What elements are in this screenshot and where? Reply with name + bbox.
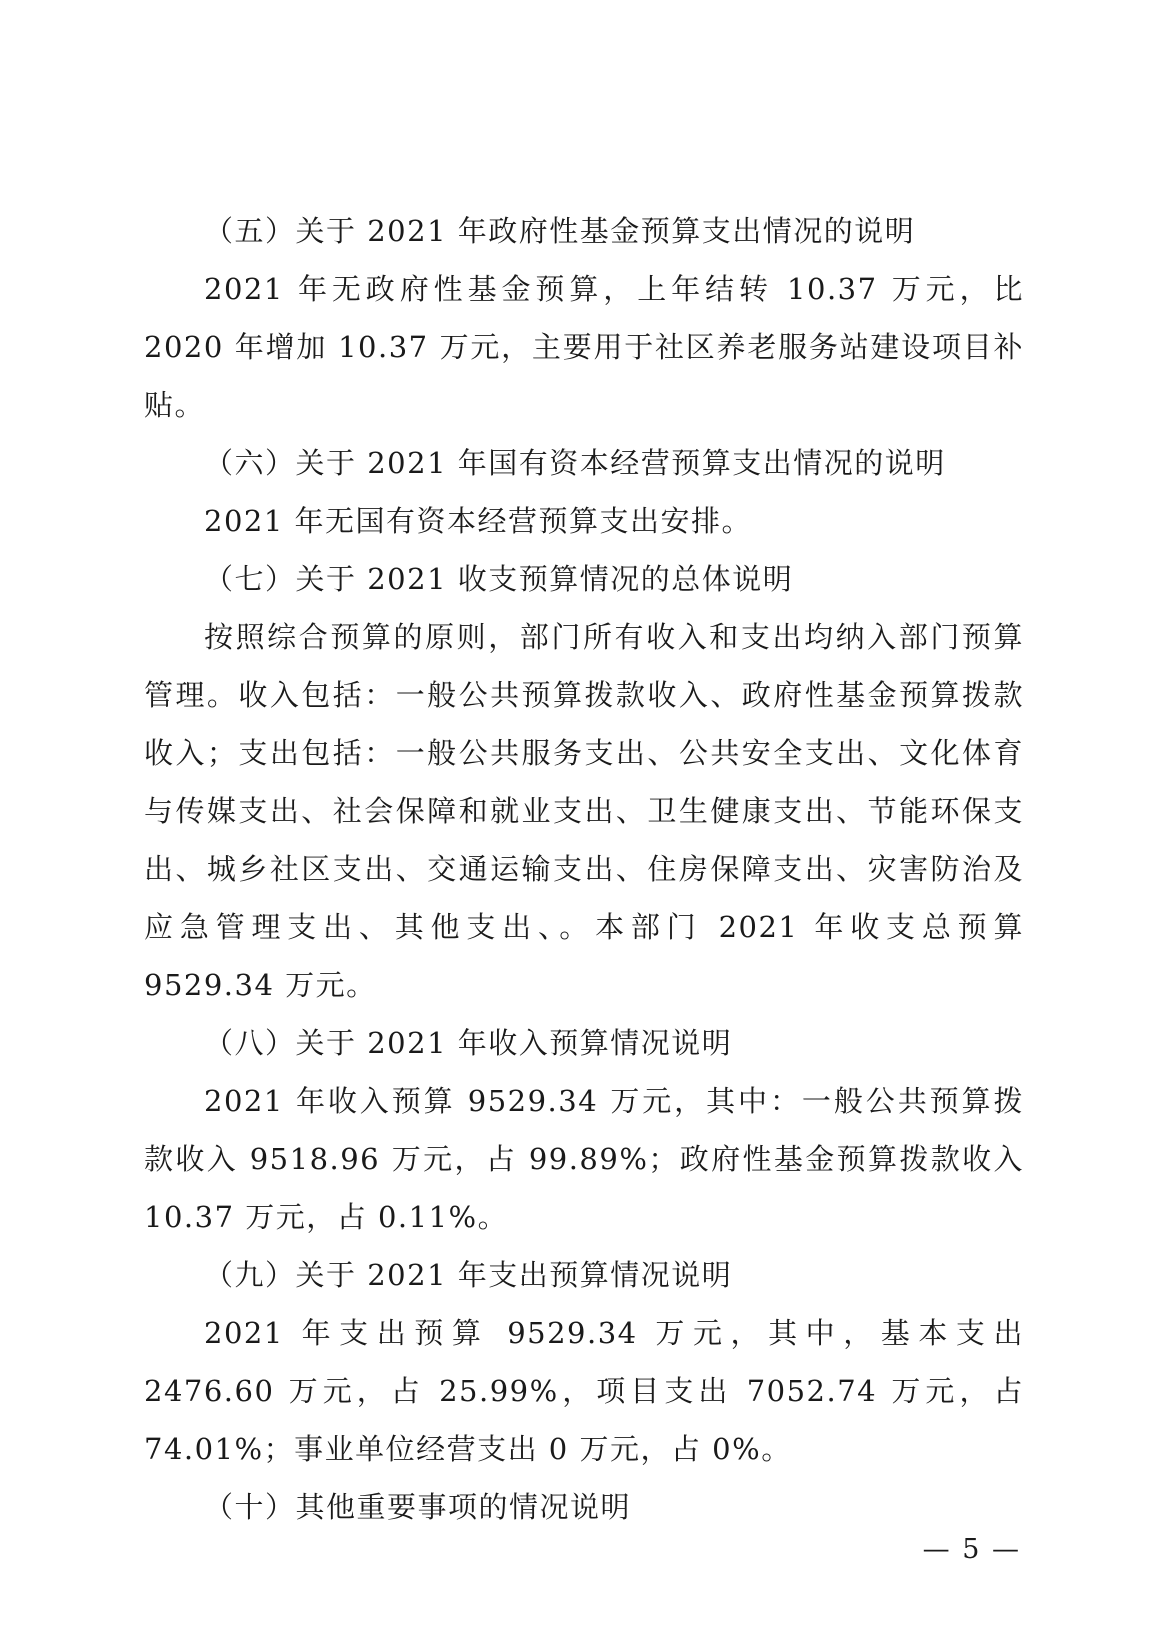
- heading-section-10: （十）其他重要事项的情况说明: [204, 1490, 632, 1524]
- heading-section-6: （六）关于 2021 年国有资本经营预算支出情况的说明: [204, 446, 946, 480]
- paragraph-government-fund: 2021 年无政府性基金预算，上年结转 10.37 万元，比 2020 年增加 10.37 万元，主要用于社区养老服务站建设项目补贴。: [144, 272, 1024, 422]
- heading-section-9: （九）关于 2021 年支出预算情况说明: [204, 1258, 733, 1292]
- paragraph-expenditure-budget: 2021 年支出预算 9529.34 万元，其中，基本支出 2476.60 万元，占 25.99%，项目支出 7052.74 万元，占 74.01%；事业单位经营支出 0 万元，占 0%。: [144, 1316, 1024, 1466]
- paragraph-overall-budget: 按照综合预算的原则，部门所有收入和支出均纳入部门预算管理。收入包括：一般公共预算拨款收入、政府性基金预算拨款收入；支出包括：一般公共服务支出、公共安全支出、文化体育与传媒支出、社会保障和就业支出、卫生健康支出、节能环保支出、城乡社区支出、交通运输支出、住房保障支出、灾害防治及应急管理支出、其他支出、。本部门 2021 年收支总预算 9529.34 万元。: [144, 620, 1024, 1002]
- heading-section-7: （七）关于 2021 收支预算情况的总体说明: [204, 562, 794, 596]
- paragraph-state-capital: 2021 年无国有资本经营预算支出安排。: [204, 504, 753, 538]
- page-number: — 5 —: [922, 1534, 1021, 1565]
- heading-section-5: （五）关于 2021 年政府性基金预算支出情况的说明: [204, 214, 916, 248]
- heading-section-8: （八）关于 2021 年收入预算情况说明: [204, 1026, 733, 1060]
- paragraph-income-budget: 2021 年收入预算 9529.34 万元，其中：一般公共预算拨款收入 9518.96 万元，占 99.89%；政府性基金预算拨款收入 10.37 万元，占 0.11%。: [144, 1084, 1024, 1234]
- document-body: [144, 202, 1024, 1536]
